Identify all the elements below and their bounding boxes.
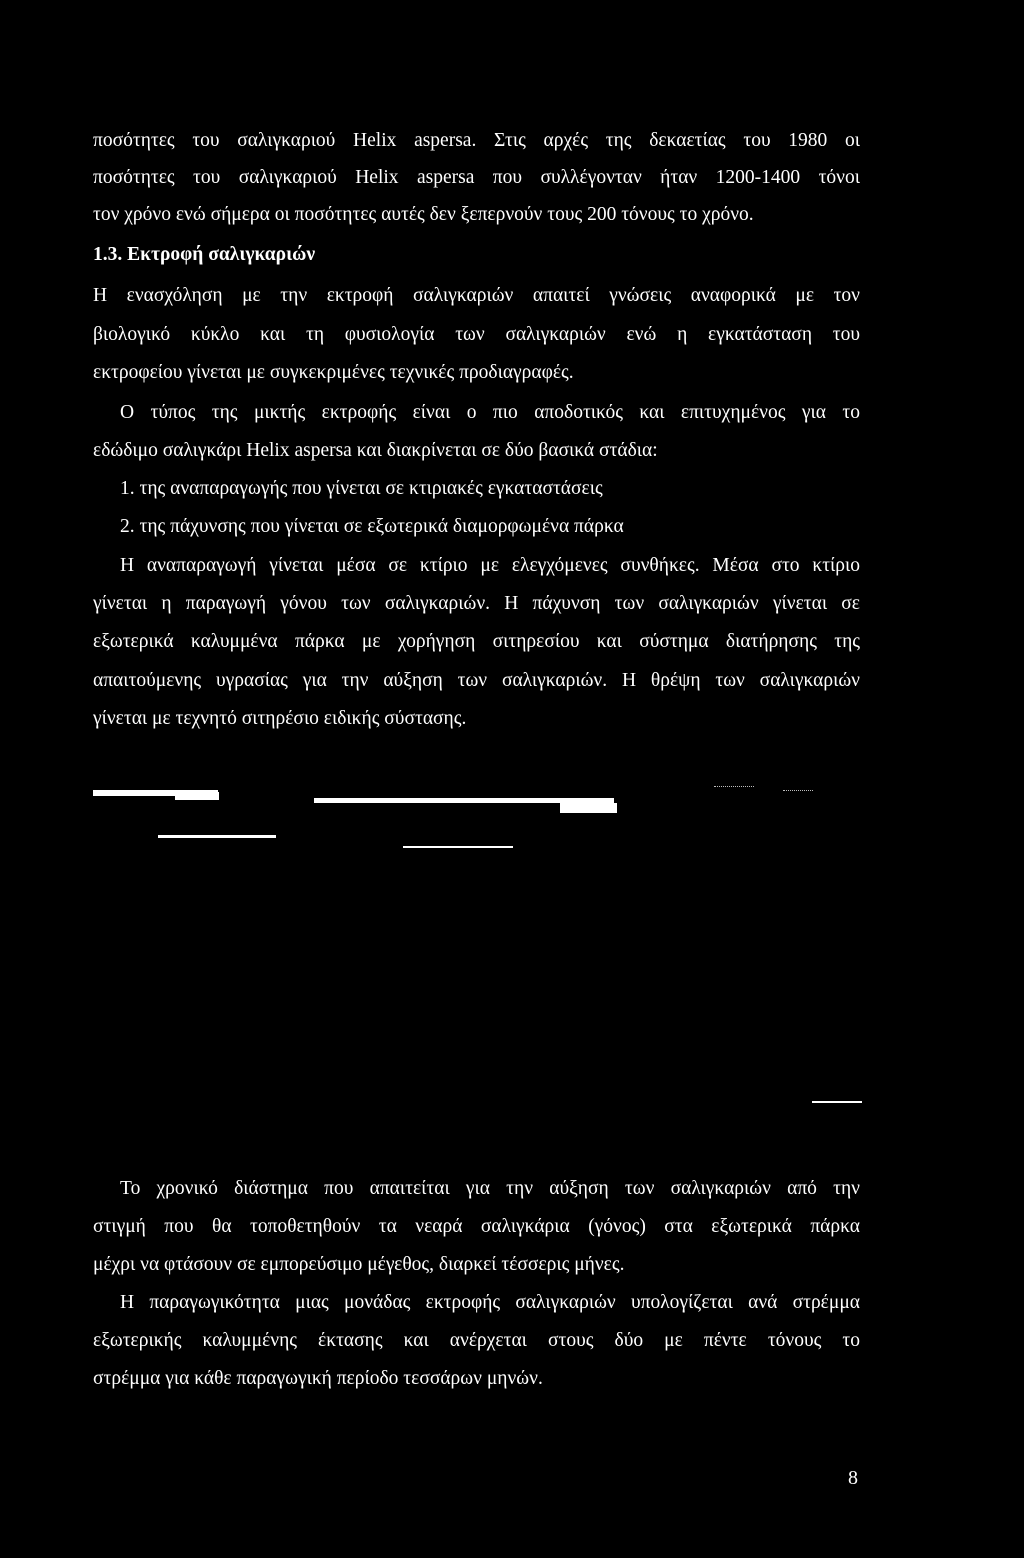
paragraph-line: βιολογικό κύκλο και τη φυσιολογία των σαλιγκαριών ενώ η εγκατάσταση του bbox=[93, 324, 860, 345]
paragraph-line: Η ενασχόληση με την εκτροφή σαλιγκαριών απαιτεί γνώσεις αναφορικά με τον bbox=[93, 285, 860, 306]
list-item: 1. της αναπαραγωγής που γίνεται σε κτιριακές εγκαταστάσεις bbox=[120, 478, 603, 499]
page-number: 8 bbox=[848, 1467, 858, 1489]
scan-rule bbox=[560, 803, 617, 813]
section-heading: 1.3. Εκτροφή σαλιγκαριών bbox=[93, 244, 316, 265]
scan-rule bbox=[175, 792, 219, 800]
scan-rule bbox=[158, 835, 276, 838]
paragraph-line: εξωτερικής καλυμμένης έκτασης και ανέρχεται στους δύο με πέντε τόνους το bbox=[93, 1330, 860, 1351]
paragraph-line: ποσότητες του σαλιγκαριού Helix aspersa. Στις αρχές της δεκαετίας του 1980 οι bbox=[93, 130, 860, 151]
paragraph-line: στρέμμα για κάθε παραγωγική περίοδο τεσσάρων μηνών. bbox=[93, 1368, 543, 1389]
scan-rule bbox=[812, 1101, 862, 1103]
paragraph-line: Η αναπαραγωγή γίνεται μέσα σε κτίριο με ελεγχόμενες συνθήκες. Μέσα στο κτίριο bbox=[120, 555, 860, 576]
paragraph-line: Ο τύπος της μικτής εκτροφής είναι ο πιο αποδοτικός και επιτυχημένος για το bbox=[120, 402, 860, 423]
paragraph-line: τον χρόνο ενώ σήμερα οι ποσότητες αυτές δεν ξεπερνούν τους 200 τόνους το χρόνο. bbox=[93, 204, 754, 225]
scan-rule bbox=[403, 846, 513, 848]
paragraph-line: μέχρι να φτάσουν σε εμπορεύσιμο μέγεθος, διαρκεί τέσσερις μήνες. bbox=[93, 1254, 625, 1275]
paragraph-line: Το χρονικό διάστημα που απαιτείται για την αύξηση των σαλιγκαριών από την bbox=[120, 1178, 860, 1199]
paragraph-line: γίνεται με τεχνητό σιτηρέσιο ειδικής σύστασης. bbox=[93, 708, 467, 729]
scan-dots bbox=[714, 786, 754, 788]
paragraph-line: ποσότητες του σαλιγκαριού Helix aspersa που συλλέγονταν ήταν 1200-1400 τόνοι bbox=[93, 167, 860, 188]
paragraph-line: απαιτούμενης υγρασίας για την αύξηση των σαλιγκαριών. Η θρέψη των σαλιγκαριών bbox=[93, 670, 860, 691]
paragraph-line: στιγμή που θα τοποθετηθούν τα νεαρά σαλιγκάρια (γόνος) στα εξωτερικά πάρκα bbox=[93, 1216, 860, 1237]
list-item: 2. της πάχυνσης που γίνεται σε εξωτερικά διαμορφωμένα πάρκα bbox=[120, 516, 624, 537]
scan-dots bbox=[783, 790, 813, 792]
paragraph-line: εδώδιμο σαλιγκάρι Helix aspersa και διακρίνεται σε δύο βασικά στάδια: bbox=[93, 440, 658, 461]
paragraph-line: γίνεται η παραγωγή γόνου των σαλιγκαριών. Η πάχυνση των σαλιγκαριών γίνεται σε bbox=[93, 593, 860, 614]
paragraph-line: Η παραγωγικότητα μιας μονάδας εκτροφής σαλιγκαριών υπολογίζεται ανά στρέμμα bbox=[120, 1292, 860, 1313]
paragraph-line: εξωτερικά καλυμμένα πάρκα με χορήγηση σιτηρεσίου και σύστημα διατήρησης της bbox=[93, 631, 860, 652]
paragraph-line: εκτροφείου γίνεται με συγκεκριμένες τεχνικές προδιαγραφές. bbox=[93, 362, 574, 383]
